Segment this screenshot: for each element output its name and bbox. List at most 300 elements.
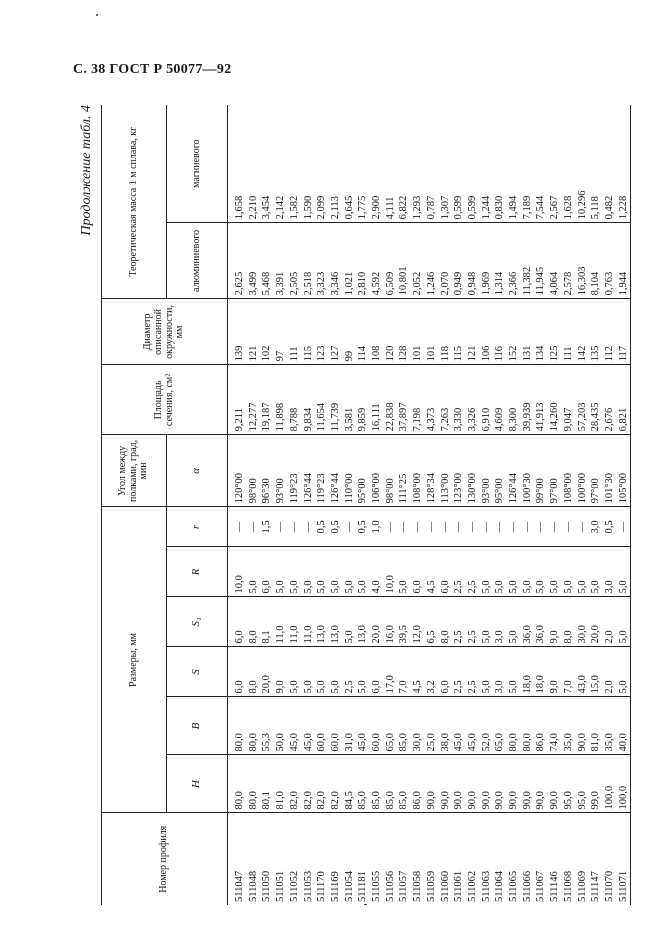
cell-r: — [562, 507, 576, 547]
cell-R: 5,0 [589, 547, 603, 597]
cell-S: 5,0 [480, 647, 494, 697]
cell-area: 9,211 [228, 365, 247, 435]
table-row [329, 105, 343, 905]
cell-mass-aluminum: 1,021 [343, 223, 357, 299]
table-row [548, 105, 562, 905]
cell-profile-number: 511058 [411, 813, 425, 905]
cell-diameter: 101 [411, 299, 425, 365]
cell-S1: 9,0 [548, 597, 562, 647]
table-row [562, 105, 576, 905]
cell-area: 9,859 [356, 365, 370, 435]
header-dimensions: Размеры, мм [102, 507, 167, 813]
header-R: R [167, 547, 228, 597]
cell-S: 7,0 [397, 647, 411, 697]
cell-R: 6,0 [260, 547, 274, 597]
cell-mass-aluminum: 2,366 [507, 223, 521, 299]
cell-mass-aluminum: 6,509 [384, 223, 398, 299]
cell-diameter: 117 [617, 299, 631, 365]
header-aluminum: алюминиевого [167, 223, 228, 299]
cell-mass-magnesium: 0,599 [466, 105, 480, 223]
cell-profile-number: 511070 [603, 813, 617, 905]
cell-r: — [425, 507, 439, 547]
cell-mass-aluminum: 3,346 [329, 223, 343, 299]
cell-mass-magnesium: 1,658 [228, 105, 247, 223]
cell-S1: 6,0 [228, 597, 247, 647]
cell-B: 85,0 [397, 697, 411, 755]
cell-mass-aluminum: 11,382 [521, 223, 535, 299]
cell-area: 11,739 [329, 365, 343, 435]
cell-S1: 5,0 [343, 597, 357, 647]
cell-S1: 13,0 [356, 597, 370, 647]
cell-angle: 113°00 [439, 435, 453, 507]
cell-diameter: 134 [534, 299, 548, 365]
table-row [466, 105, 480, 905]
cell-r: — [439, 507, 453, 547]
cell-R: 5,0 [480, 547, 494, 597]
table-row [343, 105, 357, 905]
cell-r: — [534, 507, 548, 547]
cell-r: — [384, 507, 398, 547]
cell-r: 0,5 [356, 507, 370, 547]
table-row [576, 105, 590, 905]
cell-S: 5,0 [288, 647, 302, 697]
header-H: H [167, 755, 228, 813]
cell-S: 20,0 [260, 647, 274, 697]
cell-diameter: 128 [397, 299, 411, 365]
cell-area: 3,581 [343, 365, 357, 435]
cell-angle: 98°00 [247, 435, 261, 507]
table-row [534, 105, 548, 905]
cell-diameter: 131 [521, 299, 535, 365]
cell-S1: 13,0 [329, 597, 343, 647]
cell-H: 85,0 [384, 755, 398, 813]
cell-B: 45,0 [302, 697, 316, 755]
cell-angle: 100°30 [521, 435, 535, 507]
cell-R: 5,0 [493, 547, 507, 597]
cell-profile-number: 511055 [370, 813, 384, 905]
cell-R: 5,0 [562, 547, 576, 597]
cell-area: 16,111 [370, 365, 384, 435]
cell-H: 90,0 [507, 755, 521, 813]
cell-area: 8,788 [288, 365, 302, 435]
cell-mass-aluminum: 1,944 [617, 223, 631, 299]
cell-area: 9,047 [562, 365, 576, 435]
cell-mass-aluminum: 4,592 [370, 223, 384, 299]
cell-mass-aluminum: 0,763 [603, 223, 617, 299]
cell-B: 60,0 [329, 697, 343, 755]
cell-S1: 5,0 [617, 597, 631, 647]
cell-R: 5,0 [356, 547, 370, 597]
cell-angle: 126°44 [507, 435, 521, 507]
cell-area: 37,897 [397, 365, 411, 435]
cell-area: 7,263 [439, 365, 453, 435]
cell-area: 4,609 [493, 365, 507, 435]
cell-mass-aluminum: 2,052 [411, 223, 425, 299]
cell-S: 17,0 [384, 647, 398, 697]
table-row [302, 105, 316, 905]
cell-angle: 96°30 [260, 435, 274, 507]
table-row [480, 105, 494, 905]
cell-profile-number: 511057 [397, 813, 411, 905]
cell-angle: 130°00 [466, 435, 480, 507]
cell-S1: 3,0 [493, 597, 507, 647]
cell-B: 80,0 [521, 697, 535, 755]
cell-angle: 128°34 [425, 435, 439, 507]
header-magnesium: магниевого [167, 105, 228, 223]
cell-B: 45,0 [466, 697, 480, 755]
table-row [521, 105, 535, 905]
cell-H: 90,0 [480, 755, 494, 813]
cell-r: 1,5 [260, 507, 274, 547]
cell-R: 5,0 [548, 547, 562, 597]
cell-diameter: 121 [466, 299, 480, 365]
cell-mass-magnesium: 1,244 [480, 105, 494, 223]
cell-mass-aluminum: 1,969 [480, 223, 494, 299]
cell-H: 90,0 [534, 755, 548, 813]
cell-mass-magnesium: 6,822 [397, 105, 411, 223]
cell-S: 5,0 [302, 647, 316, 697]
cell-profile-number: 511068 [562, 813, 576, 905]
cell-mass-aluminum: 0,948 [466, 223, 480, 299]
cell-S: 43,0 [576, 647, 590, 697]
cell-S: 4,5 [411, 647, 425, 697]
cell-H: 100,0 [617, 755, 631, 813]
table-row [370, 105, 384, 905]
table-row [397, 105, 411, 905]
cell-mass-aluminum: 11,945 [534, 223, 548, 299]
cell-diameter: 139 [228, 299, 247, 365]
cell-B: 38,0 [439, 697, 453, 755]
cell-profile-number: 511054 [343, 813, 357, 905]
cell-mass-magnesium: 2,099 [315, 105, 329, 223]
cell-angle: 105°00 [617, 435, 631, 507]
cell-r: 1,0 [370, 507, 384, 547]
cell-R: 4,5 [425, 547, 439, 597]
cell-S1: 8,0 [439, 597, 453, 647]
cell-r: — [228, 507, 247, 547]
cell-H: 90,0 [493, 755, 507, 813]
cell-mass-magnesium: 1,228 [617, 105, 631, 223]
cell-mass-magnesium: 0,787 [425, 105, 439, 223]
cell-H: 100,0 [603, 755, 617, 813]
cell-B: 65,0 [493, 697, 507, 755]
cell-r: — [411, 507, 425, 547]
cell-mass-magnesium: 2,113 [329, 105, 343, 223]
cell-angle: 98°00 [384, 435, 398, 507]
cell-H: 90,0 [425, 755, 439, 813]
cell-B: 45,0 [288, 697, 302, 755]
table-continuation-caption: Продолжение табл. 4 [79, 105, 94, 236]
cell-profile-number: 511061 [452, 813, 466, 905]
cell-H: 90,0 [521, 755, 535, 813]
cell-area: 11,898 [274, 365, 288, 435]
cell-mass-aluminum: 10,801 [397, 223, 411, 299]
cell-B: 86,0 [534, 697, 548, 755]
cell-B: 80,0 [228, 697, 247, 755]
cell-mass-aluminum: 3,391 [274, 223, 288, 299]
cell-H: 85,0 [356, 755, 370, 813]
cell-S: 8,0 [247, 647, 261, 697]
cell-R: 5,0 [247, 547, 261, 597]
header-mass: Теоретическая масса 1 м сплава, кг [102, 105, 167, 299]
table-row [589, 105, 603, 905]
cell-R: 5,0 [329, 547, 343, 597]
cell-angle: 106°00 [370, 435, 384, 507]
header-S: S [167, 647, 228, 697]
cell-R: 5,0 [315, 547, 329, 597]
cell-S1: 8,0 [562, 597, 576, 647]
cell-S: 2,5 [466, 647, 480, 697]
header-B: B [167, 697, 228, 755]
cell-S: 18,0 [534, 647, 548, 697]
header-profile-number: Номер профиля [102, 813, 228, 905]
table-row [425, 105, 439, 905]
cell-area: 14,260 [548, 365, 562, 435]
table-row [439, 105, 453, 905]
cell-H: 86,0 [411, 755, 425, 813]
cell-diameter: 115 [302, 299, 316, 365]
cell-angle: 108°00 [562, 435, 576, 507]
cell-angle: 99°00 [534, 435, 548, 507]
cell-H: 82,0 [315, 755, 329, 813]
cell-area: 22,838 [384, 365, 398, 435]
cell-mass-aluminum: 2,578 [562, 223, 576, 299]
cell-mass-aluminum: 3,323 [315, 223, 329, 299]
cell-r: — [521, 507, 535, 547]
cell-S: 18,0 [521, 647, 535, 697]
cell-R: 5,0 [288, 547, 302, 597]
cell-mass-aluminum: 16,303 [576, 223, 590, 299]
cell-B: 40,0 [617, 697, 631, 755]
cell-B: 90,0 [576, 697, 590, 755]
cell-diameter: 106 [480, 299, 494, 365]
cell-diameter: 111 [288, 299, 302, 365]
cell-B: 65,0 [384, 697, 398, 755]
table-body [228, 105, 631, 905]
cell-mass-magnesium: 1,582 [288, 105, 302, 223]
cell-area: 39,939 [521, 365, 535, 435]
table-row [260, 105, 274, 905]
cell-H: 84,5 [343, 755, 357, 813]
cell-mass-magnesium: 2,567 [548, 105, 562, 223]
cell-B: 60,0 [370, 697, 384, 755]
cell-diameter: 112 [603, 299, 617, 365]
cell-S1: 16,0 [384, 597, 398, 647]
cell-r: — [480, 507, 494, 547]
cell-S: 2,5 [343, 647, 357, 697]
cell-r: — [397, 507, 411, 547]
cell-diameter: 108 [370, 299, 384, 365]
cell-area: 19,187 [260, 365, 274, 435]
cell-area: 6,821 [617, 365, 631, 435]
cell-B: 60,0 [315, 697, 329, 755]
cell-B: 45,0 [356, 697, 370, 755]
cell-S: 15,0 [589, 647, 603, 697]
cell-H: 90,0 [466, 755, 480, 813]
cell-area: 6,910 [480, 365, 494, 435]
cell-S: 6,0 [228, 647, 247, 697]
cell-S1: 8,0 [247, 597, 261, 647]
cell-B: 81,0 [589, 697, 603, 755]
cell-mass-aluminum: 2,810 [356, 223, 370, 299]
cell-S: 2,5 [452, 647, 466, 697]
cell-angle: 119°23 [288, 435, 302, 507]
cell-R: 5,0 [274, 547, 288, 597]
cell-B: 31,0 [343, 697, 357, 755]
table-row [411, 105, 425, 905]
cell-H: 80,0 [228, 755, 247, 813]
cell-profile-number: 511053 [302, 813, 316, 905]
cell-H: 82,0 [329, 755, 343, 813]
cell-angle: 111°25 [397, 435, 411, 507]
cell-B: 80,0 [247, 697, 261, 755]
cell-diameter: 123 [315, 299, 329, 365]
cell-H: 85,0 [370, 755, 384, 813]
cell-diameter: 152 [507, 299, 521, 365]
cell-R: 5,0 [576, 547, 590, 597]
cell-mass-aluminum: 1,314 [493, 223, 507, 299]
table-rotated-container [79, 105, 629, 905]
table-row [603, 105, 617, 905]
cell-angle: 95°00 [356, 435, 370, 507]
cell-R: 5,0 [343, 547, 357, 597]
cell-diameter: 121 [247, 299, 261, 365]
cell-mass-magnesium: 2,142 [274, 105, 288, 223]
cell-r: — [617, 507, 631, 547]
cell-r: 0,5 [603, 507, 617, 547]
cell-diameter: 116 [493, 299, 507, 365]
cell-S1: 20,0 [589, 597, 603, 647]
cell-mass-magnesium: 2,210 [247, 105, 261, 223]
cell-area: 8,300 [507, 365, 521, 435]
cell-S1: 11,0 [302, 597, 316, 647]
cell-angle: 110°00 [343, 435, 357, 507]
cell-diameter: 142 [576, 299, 590, 365]
cell-mass-magnesium: 3,454 [260, 105, 274, 223]
cell-mass-magnesium: 1,293 [411, 105, 425, 223]
cell-diameter: 135 [589, 299, 603, 365]
cell-mass-magnesium: 1,590 [302, 105, 316, 223]
table-row [274, 105, 288, 905]
cell-profile-number: 511047 [228, 813, 247, 905]
cell-S: 2,0 [603, 647, 617, 697]
cell-R: 5,0 [302, 547, 316, 597]
cell-H: 95,0 [576, 755, 590, 813]
cell-r: — [288, 507, 302, 547]
cell-profile-number: 511065 [507, 813, 521, 905]
cell-profile-number: 511147 [589, 813, 603, 905]
cell-mass-magnesium: 1,494 [507, 105, 521, 223]
cell-R: 5,0 [507, 547, 521, 597]
cell-area: 7,198 [411, 365, 425, 435]
table-row [288, 105, 302, 905]
cell-area: 3,326 [466, 365, 480, 435]
cell-R: 5,0 [521, 547, 535, 597]
cell-mass-aluminum: 2,625 [228, 223, 247, 299]
cell-profile-number: 511056 [384, 813, 398, 905]
cell-area: 57,203 [576, 365, 590, 435]
cell-diameter: 101 [425, 299, 439, 365]
cell-S1: 39,5 [397, 597, 411, 647]
cell-angle: 97°00 [589, 435, 603, 507]
header-r: r [167, 507, 228, 547]
cell-mass-magnesium: 7,544 [534, 105, 548, 223]
header-S1: S₁ [167, 597, 228, 647]
cell-S1: 6,5 [425, 597, 439, 647]
cell-H: 81,0 [274, 755, 288, 813]
cell-mass-magnesium: 0,482 [603, 105, 617, 223]
cell-S1: 2,5 [452, 597, 466, 647]
cell-angle: 120°00 [228, 435, 247, 507]
cell-angle: 97°00 [548, 435, 562, 507]
cell-profile-number: 511064 [493, 813, 507, 905]
cell-S1: 2,0 [603, 597, 617, 647]
cell-mass-magnesium: 0,599 [452, 105, 466, 223]
cell-H: 80,1 [260, 755, 274, 813]
cell-area: 3,330 [452, 365, 466, 435]
cell-S: 5,0 [617, 647, 631, 697]
cell-S: 5,0 [507, 647, 521, 697]
cell-S1: 5,0 [480, 597, 494, 647]
cell-angle: 93°00 [480, 435, 494, 507]
cell-r: 0,5 [315, 507, 329, 547]
cell-angle: 123°00 [452, 435, 466, 507]
cell-profile-number: 511048 [247, 813, 261, 905]
cell-mass-aluminum: 5,468 [260, 223, 274, 299]
cell-B: 50,0 [274, 697, 288, 755]
cell-r: — [452, 507, 466, 547]
cell-S: 3,0 [493, 647, 507, 697]
cell-R: 6,0 [411, 547, 425, 597]
cell-mass-magnesium: 4,111 [384, 105, 398, 223]
cell-mass-magnesium: 0,645 [343, 105, 357, 223]
cell-r: — [548, 507, 562, 547]
cell-diameter: 127 [329, 299, 343, 365]
table-row [493, 105, 507, 905]
table-head [102, 105, 228, 905]
header-alpha: α [167, 435, 228, 507]
cell-mass-magnesium: 1,307 [439, 105, 453, 223]
cell-diameter: 111 [562, 299, 576, 365]
cell-B: 74,0 [548, 697, 562, 755]
cell-profile-number: 511051 [274, 813, 288, 905]
cell-H: 95,0 [562, 755, 576, 813]
cell-mass-magnesium: 10,296 [576, 105, 590, 223]
cell-S1: 11,0 [288, 597, 302, 647]
cell-r: — [274, 507, 288, 547]
cell-R: 5,0 [534, 547, 548, 597]
cell-S: 6,0 [370, 647, 384, 697]
cell-r: — [507, 507, 521, 547]
cell-H: 99,0 [589, 755, 603, 813]
cell-S1: 13,0 [315, 597, 329, 647]
cell-R: 2,5 [466, 547, 480, 597]
cell-diameter: 115 [452, 299, 466, 365]
cell-angle: 93°00 [274, 435, 288, 507]
cell-profile-number: 511059 [425, 813, 439, 905]
header-angle: Угол между полками, град, мин [102, 435, 167, 507]
cell-diameter: 118 [439, 299, 453, 365]
cell-S1: 5,0 [507, 597, 521, 647]
cell-S1: 2,5 [466, 597, 480, 647]
cell-mass-magnesium: 7,189 [521, 105, 535, 223]
cell-S: 5,0 [329, 647, 343, 697]
cell-B: 35,0 [562, 697, 576, 755]
cell-r: — [302, 507, 316, 547]
cell-B: 80,0 [507, 697, 521, 755]
cell-H: 90,0 [452, 755, 466, 813]
cell-S1: 8,1 [260, 597, 274, 647]
